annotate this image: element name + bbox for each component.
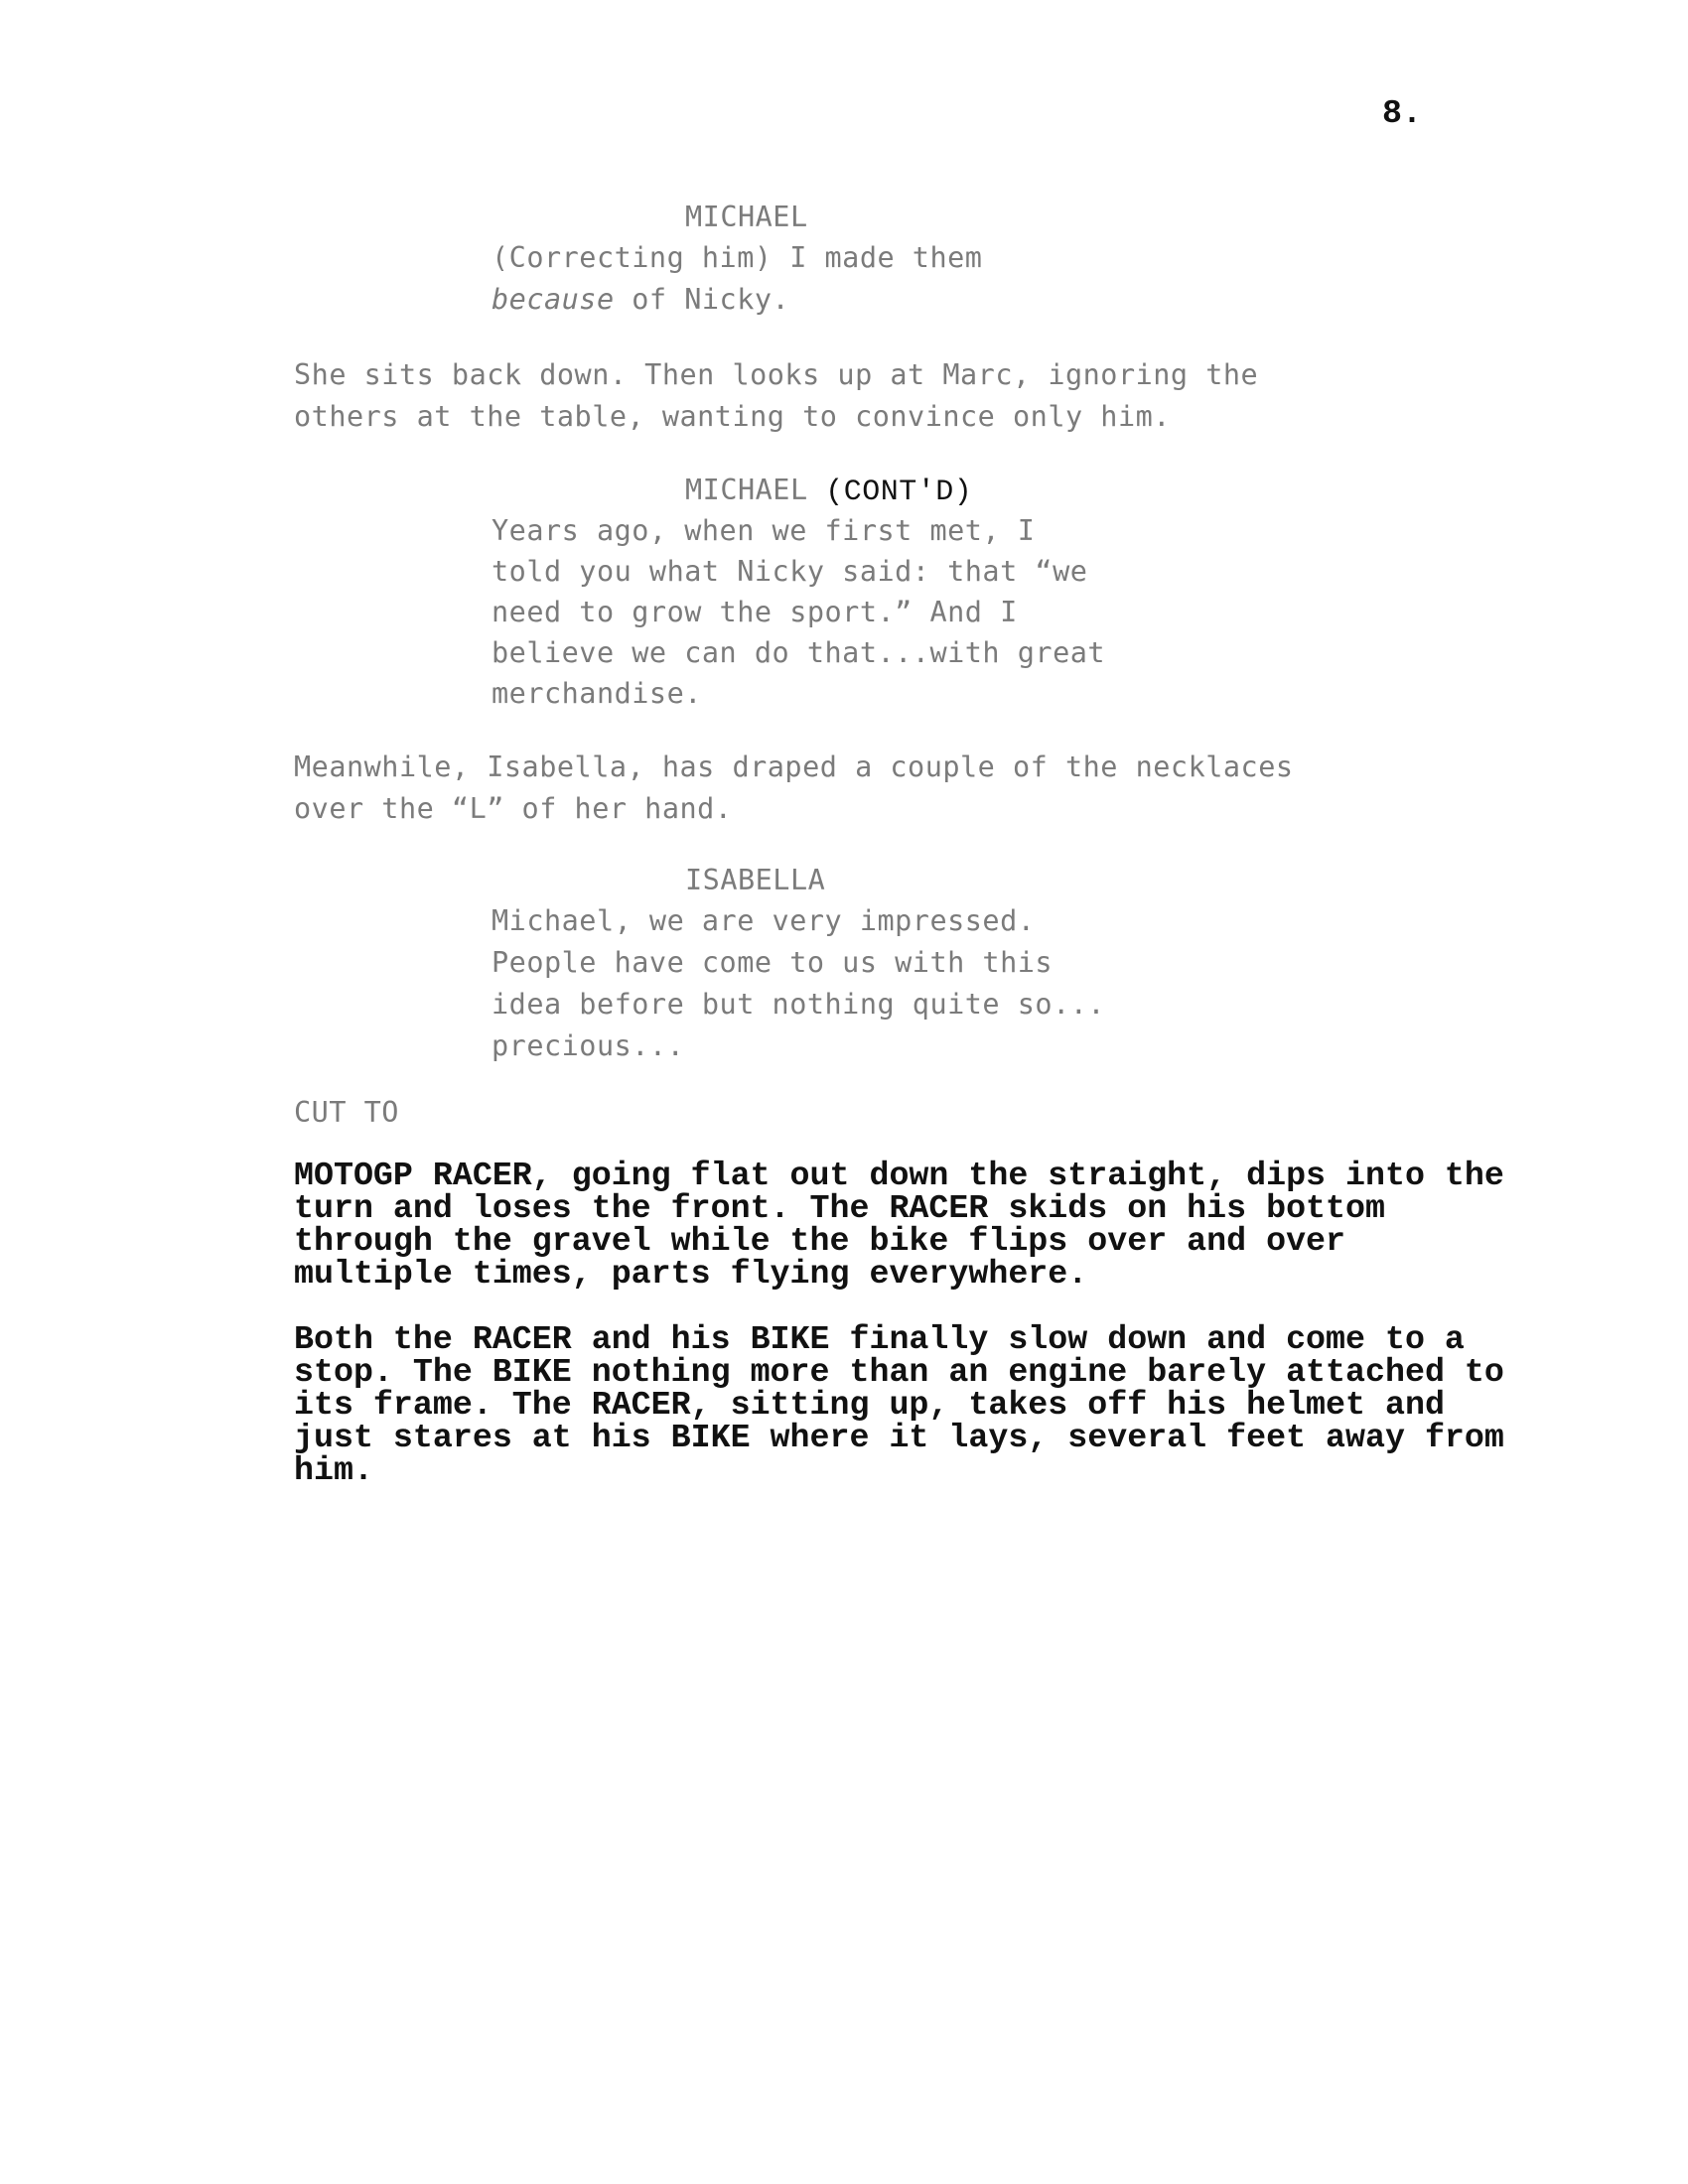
dialogue-line: Years ago, when we first met, I <box>492 514 1036 547</box>
dialogue-line: precious... <box>492 1029 685 1062</box>
dialogue-line: Michael, we are very impressed. <box>492 904 1036 937</box>
character-name <box>685 474 972 509</box>
page-number: 8. <box>1382 94 1422 132</box>
action-line: just stares at his BIKE where it lays, several feet away from <box>294 1419 1504 1456</box>
action-line: stop. The BIKE nothing more than an engine barely attached to <box>294 1353 1504 1391</box>
transition: CUT TO <box>294 1096 399 1129</box>
action-line: its frame. The RACER, sitting up, takes off his helmet and <box>294 1386 1445 1424</box>
action-line: Meanwhile, Isabella, has draped a couple of the necklaces <box>294 751 1294 783</box>
character-name-text: MICHAEL <box>685 474 808 506</box>
emphasis-text: because <box>492 283 615 316</box>
action-line: She sits back down. Then looks up at Marc, ignoring the <box>294 358 1259 391</box>
character-name: MICHAEL <box>685 201 808 233</box>
action-line: through the gravel while the bike flips over and over <box>294 1222 1346 1260</box>
action-line: MOTOGP RACER, going flat out down the straight, dips into the <box>294 1157 1504 1194</box>
action-line: him. <box>294 1451 373 1489</box>
dialogue-line: need to grow the sport.” And I <box>492 596 1018 628</box>
contd-marker: (CONT'D) <box>825 476 973 509</box>
character-name: ISABELLA <box>685 864 826 896</box>
action-line: turn and loses the front. The RACER skids on his bottom <box>294 1189 1385 1227</box>
dialogue-line: (Correcting him) I made them <box>492 241 983 274</box>
dialogue-line <box>492 283 789 316</box>
dialogue-line: idea before but nothing quite so... <box>492 988 1106 1021</box>
dialogue-line: merchandise. <box>492 677 702 710</box>
action-line: Both the RACER and his BIKE finally slow down and come to a <box>294 1320 1465 1358</box>
dialogue-line: believe we can do that...with great <box>492 636 1106 669</box>
dialogue-text: of Nicky. <box>614 283 790 316</box>
action-line: others at the table, wanting to convince only him. <box>294 400 1171 433</box>
action-line: over the “L” of her hand. <box>294 792 733 825</box>
dialogue-line: told you what Nicky said: that “we <box>492 555 1088 588</box>
action-line: multiple times, parts flying everywhere. <box>294 1255 1088 1293</box>
dialogue-line: People have come to us with this <box>492 946 1054 979</box>
